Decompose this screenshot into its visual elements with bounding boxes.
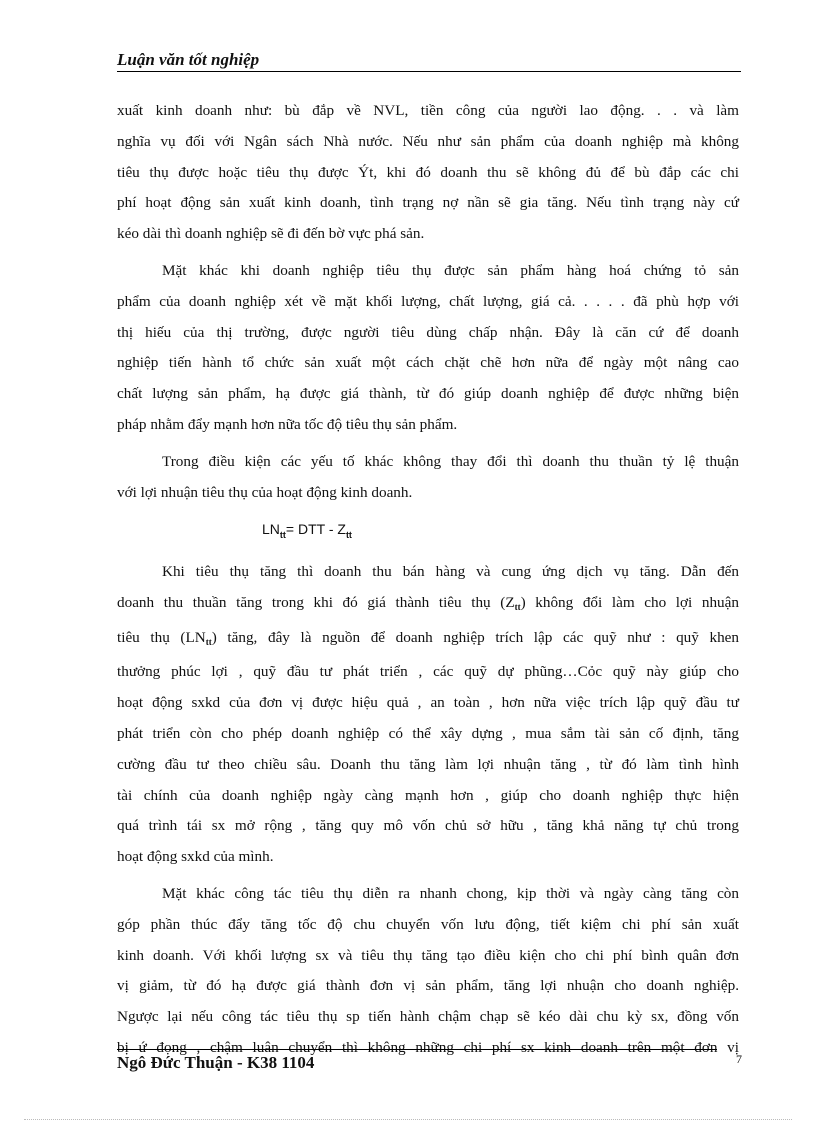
text-line: chất lượng sản phẩm, hạ được giá thành, từ đó giúp doanh nghiệp để được những biện	[117, 385, 739, 403]
paragraph-1	[117, 96, 739, 250]
formula-lhs: LN	[262, 521, 280, 538]
text-line: góp phần thúc đẩy tăng tốc độ chu chuyển vốn lưu động, tiết kiệm chi phí sản xuất	[117, 915, 739, 933]
subscript: tt	[514, 601, 521, 612]
text-segment: doanh thu thuần tăng trong khi đó giá thành tiêu thụ (Z	[117, 593, 515, 611]
text-line: nghiệp tiến hành tổ chức sản xuất một cách chặt chẽ hơn nữa để ngày một nâng cao	[117, 354, 739, 372]
paragraph-3	[117, 447, 739, 509]
text-line	[117, 623, 739, 658]
paragraph-4	[117, 557, 739, 873]
text-line: tài chính của doanh nghiệp ngày càng mạnh hơn , giúp cho doanh nghiệp thực hiện	[117, 786, 739, 804]
text-line: kinh doanh. Với khối lượng sx và tiêu thụ tăng tạo điều kiện cho chi phí bình quân đơn	[117, 946, 739, 964]
text-line: với lợi nhuận tiêu thụ của hoạt động kinh doanh.	[117, 483, 413, 501]
formula-subscript: tt	[279, 530, 286, 541]
footer-rule	[117, 1049, 717, 1050]
text-line	[117, 588, 739, 623]
page-number: 7	[736, 1052, 742, 1066]
text-line: nghĩa vụ đối với Ngân sách Nhà nước. Nếu như sản phẩm của doanh nghiệp mà không	[117, 132, 739, 150]
text-segment: ) tăng, đây là nguồn để doanh nghiệp trích lập các quỹ như : quỹ khen	[211, 628, 740, 646]
text-line: thưởng phúc lợi , quỹ đầu tư phát triển , các quỹ dự phũng…Cỏc quỹ này giúp cho	[117, 663, 739, 681]
text-line: tiêu thụ được hoặc tiêu thụ được Ýt, khi đó doanh thu sẽ không đủ để bù đắp các chi	[117, 163, 739, 181]
text-line: pháp nhằm đẩy mạnh hơn nữa tốc độ tiêu thụ sản phẩm.	[117, 415, 458, 433]
text-segment: ) không đổi làm cho lợi nhuận	[520, 593, 739, 611]
page-edge-divider	[24, 1119, 792, 1120]
text-segment: tiêu thụ (LN	[117, 628, 206, 646]
paragraph-2	[117, 256, 739, 441]
formula-rhs: = DTT - Z	[285, 521, 346, 538]
header-rule	[117, 71, 741, 72]
text-line: xuất kinh doanh như: bù đắp về NVL, tiền công của người lao động. . . và làm	[117, 102, 739, 119]
footer-author: Ngô Đức Thuận - K38 1104	[117, 1053, 315, 1072]
text-line: vị giảm, từ đó hạ được giá thành đơn vị sản phẩm, tăng lợi nhuận cho doanh nghiệp.	[117, 977, 739, 995]
subscript: tt	[205, 636, 212, 647]
paragraph-5	[117, 879, 739, 1064]
document-body	[117, 96, 739, 1070]
text-line: phát triển còn cho phép doanh nghiệp có thể xây dựng , mua sắm tài sản cố định, tăng	[117, 724, 739, 742]
profit-formula	[117, 514, 739, 551]
text-line: Mặt khác công tác tiêu thụ diễn ra nhanh chong, kịp thời và ngày càng tăng còn	[162, 884, 739, 902]
text-line: Mặt khác khi doanh nghiệp tiêu thụ được sản phẩm hàng hoá chứng tỏ sản	[162, 261, 739, 279]
text-line: phẩm của doanh nghiệp xét về mặt khối lượng, chất lượng, giá cả. . . . . đã phù hợp với	[117, 292, 739, 310]
text-line: Trong điều kiện các yếu tố khác không thay đổi thì doanh thu thuần tỷ lệ thuận	[162, 452, 739, 470]
text-line: thị hiếu của thị trường, được người tiêu dùng chấp nhận. Đây là căn cứ để doanh	[117, 323, 739, 341]
text-line: hoạt động sxkd của đơn vị được hiệu quả , an toàn , hơn nữa việc trích lập quỹ đầu tư	[117, 694, 739, 712]
text-line: Ngược lại nếu công tác tiêu thụ sp tiến hành chậm chạp sẽ kéo dài chu kỳ sx, đồng vốn	[117, 1008, 739, 1026]
formula-subscript: tt	[345, 530, 352, 541]
page-header-title: Luận văn tốt nghiệp	[117, 50, 260, 69]
text-line: quá trình tái sx mở rộng , tăng quy mô vốn chủ sở hữu , tăng khả năng tự chủ trong	[117, 817, 739, 835]
text-line: phí hoạt động sản xuất kinh doanh, tình trạng nợ nần sẽ gia tăng. Nếu tình trạng này cứ	[117, 194, 739, 212]
text-line: hoạt động sxkd của mình.	[117, 848, 274, 866]
text-line: cường đầu tư theo chiều sâu. Doanh thu tăng làm lợi nhuận tăng , từ đó làm tình hình	[117, 755, 739, 773]
text-line: kéo dài thì doanh nghiệp sẽ đi đến bờ vực phá sản.	[117, 225, 425, 243]
text-line: Khi tiêu thụ tăng thì doanh thu bán hàng và cung ứng dịch vụ tăng. Dẫn đến	[162, 562, 739, 580]
text-line: bị ứ đọng , chậm luân chuyển thì không những chi phí sx kinh doanh trên một đơn vị	[117, 1038, 739, 1056]
